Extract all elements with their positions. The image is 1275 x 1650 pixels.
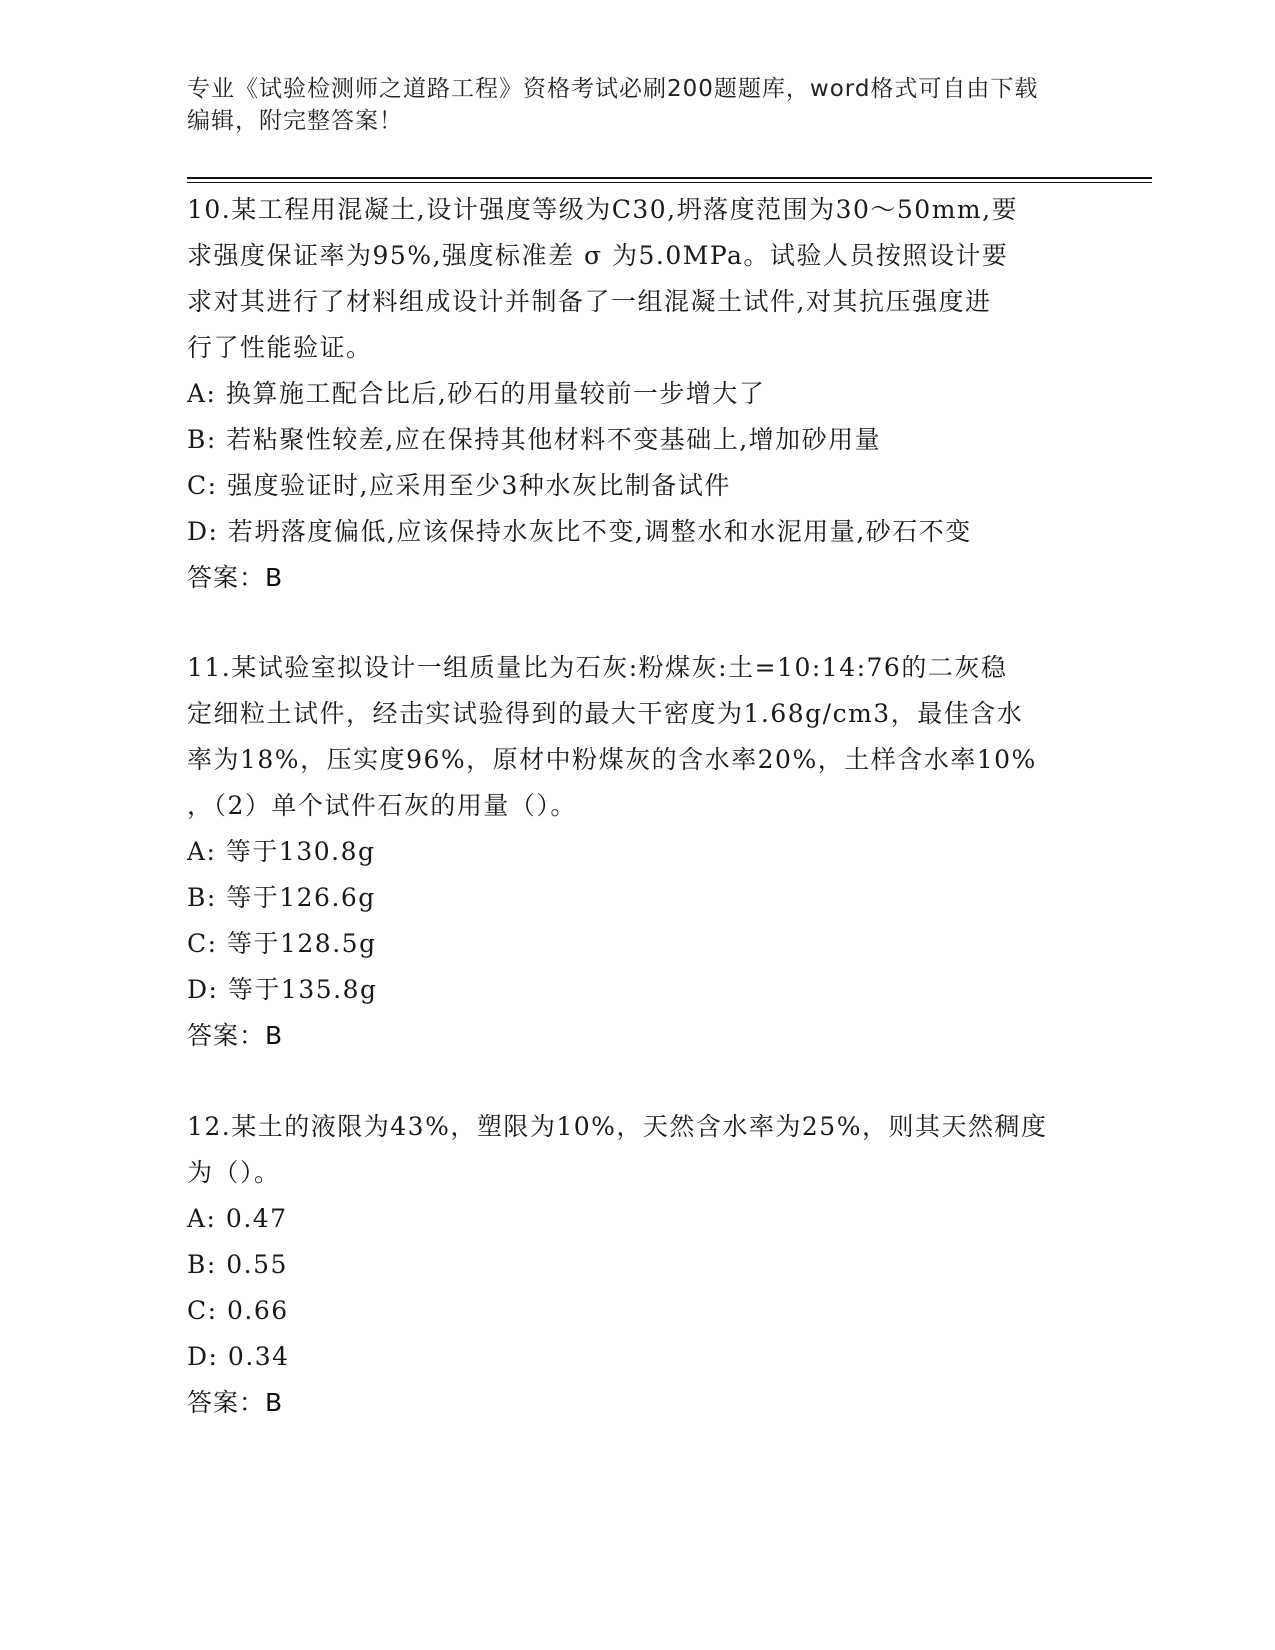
question-stem-line: 10.某工程用混凝土,设计强度等级为C30,坍落度范围为30～50mm,要 — [187, 195, 1019, 224]
header-line-2: 编辑，附完整答案！ — [187, 108, 403, 134]
option-d: D: 若坍落度偏低,应该保持水灰比不变,调整水和水泥用量,砂石不变 — [187, 517, 972, 546]
option-a: A: 等于130.8g — [187, 837, 376, 866]
question-11 — [187, 645, 1087, 1059]
option-d: D: 0.34 — [187, 1342, 290, 1371]
option-c: C: 强度验证时,应采用至少3种水灰比制备试件 — [187, 471, 731, 500]
answer: 答案：B — [187, 563, 284, 592]
header-line-1: 专业《试验检测师之道路工程》资格考试必刷200题题库，word格式可自由下载 — [187, 76, 1039, 102]
question-stem-line: 定细粒土试件，经击实试验得到的最大干密度为1.68g/cm3，最佳含水 — [187, 699, 1024, 728]
question-stem-line: 12.某土的液限为43%，塑限为10%，天然含水率为25%，则其天然稠度 — [187, 1112, 1048, 1141]
answer: 答案：B — [187, 1388, 284, 1417]
answer: 答案：B — [187, 1021, 284, 1050]
option-b: B: 0.55 — [187, 1250, 288, 1279]
header-divider-thin — [187, 182, 1152, 183]
question-stem-line: ，（2）单个试件石灰的用量（）。 — [187, 791, 577, 820]
option-b: B: 若粘聚性较差,应在保持其他材料不变基础上,增加砂用量 — [187, 425, 882, 454]
option-a: A: 换算施工配合比后,砂石的用量较前一步增大了 — [187, 379, 766, 408]
question-stem-line: 求对其进行了材料组成设计并制备了一组混凝土试件,对其抗压强度进 — [187, 287, 992, 316]
question-stem-line: 求强度保证率为95%,强度标准差 σ 为5.0MPa。试验人员按照设计要 — [187, 241, 1009, 270]
option-d: D: 等于135.8g — [187, 975, 378, 1004]
option-a: A: 0.47 — [187, 1204, 288, 1233]
question-10 — [187, 187, 1087, 601]
question-stem-line: 行了性能验证。 — [187, 333, 373, 362]
document-header — [187, 73, 1087, 137]
option-c: C: 等于128.5g — [187, 929, 377, 958]
question-12 — [187, 1104, 1087, 1426]
question-stem-line: 率为18%，压实度96%，原材中粉煤灰的含水率20%，土样含水率10% — [187, 745, 1037, 774]
question-stem-line: 11.某试验室拟设计一组质量比为石灰:粉煤灰:土=10:14:76的二灰稳 — [187, 653, 1008, 682]
question-stem-line: 为（）。 — [187, 1158, 281, 1187]
option-b: B: 等于126.6g — [187, 883, 376, 912]
option-c: C: 0.66 — [187, 1296, 289, 1325]
header-divider-thick — [187, 177, 1152, 179]
